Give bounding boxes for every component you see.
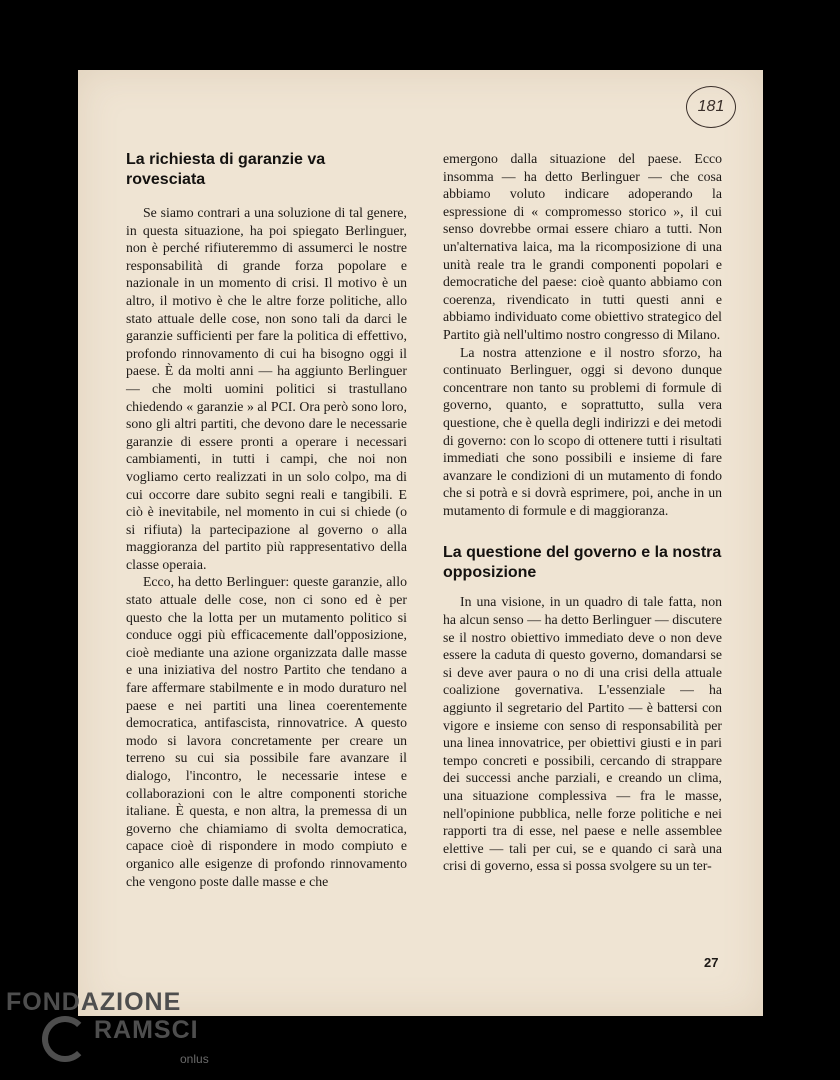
watermark-line-fondazione: FONDAZIONE (6, 988, 182, 1016)
watermark-line-onlus: onlus (180, 1052, 209, 1066)
right-column (443, 150, 722, 875)
left-column (126, 150, 407, 890)
paragraph: emergono dalla situazione del paese. Ecco insomma — ha detto Berlinguer — che cosa abbiamo voluto indicare adoperando la espressione di « compromesso storico », il cui senso dovrebbe ormai essere chiaro a tutti. Non un'alternativa laica, ma la ricomposizione di una unità reale tra le grandi componenti popolari e democratiche del paese: cioè quanto abbiamo con coerenza, rivendicato in tutti questi anni e abbiamo individuato come obiettivo strategico del Partito già nell'ultimo nostro congresso di Milano. (443, 151, 722, 342)
paragraph: In una visione, in un quadro di tale fatta, non ha alcun senso — ha detto Berlinguer — discutere se il nostro obiettivo immediato deve o non deve essere la caduta di questo governo, domandarsi se si deve aver paura o no di una crisi della attuale coalizione governativa. L'essenziale — ha aggiunto il segretario del Partito — è battersi con vigore e insieme con senso di responsabilità per una linea innovatrice, per obiettivi giusti e in pari tempo concreti e possibili, cercando di strappare dei successi anche parziali, e creando un clima, una situazione complessiva — fra le masse, nell'opinione pubblica, nelle forze politiche e nei rapporti tra di esse, nel paese e nelle assemblee elettive — tali per cui, se e quando ci sarà una crisi di governo, essa si possa svolgere su un ter- (443, 594, 722, 874)
page-number: 27 (704, 955, 719, 970)
folio-mark (686, 86, 736, 128)
paragraph: Ecco, ha detto Berlinguer: queste garanzie, allo stato attuale delle cose, non ci sono ed è per questo che la lotta per un mutamento politico si conduce oggi più efficacemente dall'opposizione, cioè mediante una azione organizzata dalle masse e una iniziativa del nostro Partito che tendano a fare affermare stabilmente e in modo duraturo nel paese e nei partiti una linea coerentemente democratica, antifascista, rinnovatrice. A questo modo si lavora concretamente per creare un terreno su cui sia possibile fare avanzare il dialogo, l'incontro, le necessarie intese e collaborazioni con le altre componenti storiche italiane. È questa, e non altra, la premessa di un governo che chiamiamo di svolta democratica, capace cioè di rispondere in modo compiuto e organico alle esigenze di profondo rinnovamento che vengono poste dalle masse e che (126, 574, 407, 889)
section-heading-governo: La questione del governo e la nostra opposizione (443, 544, 722, 582)
folio-number: 181 (697, 98, 725, 115)
archive-watermark (6, 988, 226, 1078)
paragraph: La nostra attenzione e il nostro sforzo, ha continuato Berlinguer, oggi si devono dunque concentrare non tanto su problemi di formule di governo, quanto, e soprattutto, sulla vera questione, che è quella degli indirizzi e dei metodi di governo: con lo scopo di ottenere tutti i risultati immediati che sono possibili e insieme di fare avanzare le condizioni di un mutamento di fondo che si potrà e si dovrà esprimere, poi, anche in un mutamento di formule e di maggioranza. (443, 344, 722, 518)
watermark-line-gramsci: RAMSCI (94, 1016, 199, 1044)
section-heading-garanzie: La richiesta di garanzie va rovesciata (126, 151, 326, 188)
paragraph: Se siamo contrari a una soluzione di tal genere, in questa situazione, ha poi spiegato Berlinguer, non è perché rifiuteremmo di assumerci le nostre responsabilità di grande forza popolare e nazionale in un momento di crisi. Il motivo è un altro, il motivo è che le altre forze politiche, allo stato attuale delle cose, non sono tali da darci le garanzie sufficienti per fare la politica di effettivo, profondo rinnovamento di cui ha bisogno oggi il paese. È da molti anni — ha aggiunto Berlinguer — che molti uomini politici si trastullano chiedendo « garanzie » al PCI. Ora però sono loro, sono gli altri partiti, che devono dare le necessarie garanzie di essere pronti a operare i necessari cambiamenti, in tutti i campi, che noi non vogliamo certo realizzati in un solo colpo, ma di cui occorre dare subito segni reali e tangibili. E ciò è inevitabile, nel momento in cui si chiede (o si rifiuta) la partecipazione al governo o alla maggioranza del partito più rappresentativo della classe operaia. (126, 205, 407, 572)
watermark-g-logo-icon (42, 1016, 88, 1062)
